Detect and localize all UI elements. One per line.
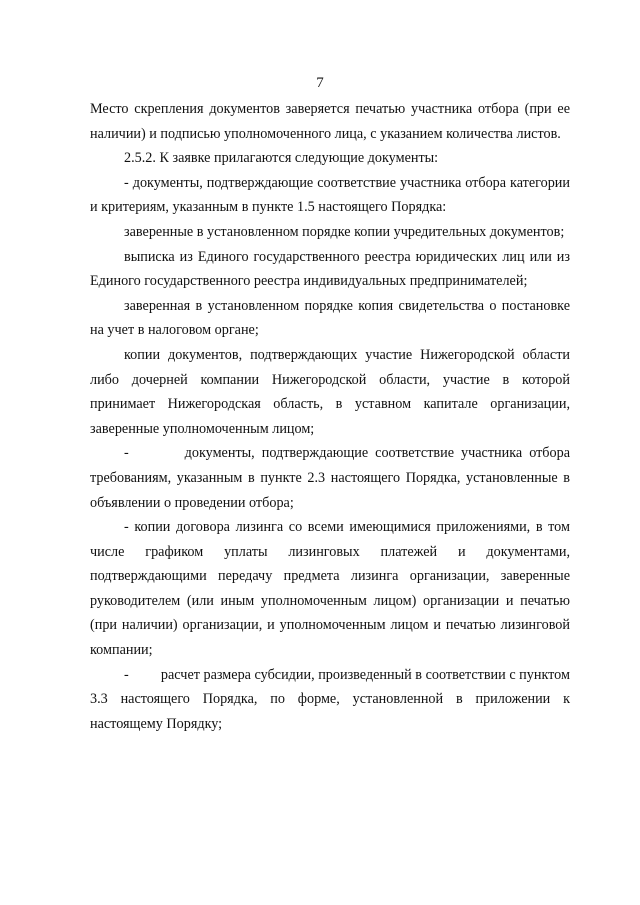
- paragraph-documents-category: - документы, подтверждающие соответствие участника отбора категории и критериям, указанным в пункте 1.5 настоящего Порядка:: [90, 174, 570, 216]
- page-number: 7: [316, 75, 324, 91]
- paragraph-tax-certificate: заверенная в установленном порядке копия свидетельства о постановке на учет в налоговом органе;: [90, 297, 570, 339]
- document-body: [90, 97, 570, 736]
- paragraph-seal-note: Место скрепления документов заверяется печатью участника отбора (при ее наличии) и подписью уполномоченного лица, с указанием количества листов.: [90, 101, 570, 142]
- paragraph-register-extract: выписка из Единого государственного реестра юридических лиц или из Единого государственного реестра индивидуальных предпринимателей;: [90, 248, 570, 290]
- paragraph-section-2-5-2: 2.5.2. К заявке прилагаются следующие документы:: [124, 150, 439, 167]
- paragraph-charter-copies: заверенные в установленном порядке копии учредительных документов;: [124, 223, 565, 240]
- paragraph-region-participation: копии документов, подтверждающих участие Нижегородской области либо дочерней компании Нижегородской области, участие в которой принимает Нижегородская область, в уставном капитале организации, заверенные уполномоченным лицом;: [90, 346, 570, 437]
- paragraph-leasing-contract: - копии договора лизинга со всеми имеющимися приложениями, в том числе графиком уплаты лизинговых платежей и документами, подтверждающими передачу предмета лизинга организации, заверенные руководителем (или иным уполномоченным лицом) организации и печатью (при наличии) организации, и уполномоченным лицом и печатью лизинговой компании;: [90, 519, 570, 659]
- paragraph-subsidy-calculation: - расчет размера субсидии, произведенный в соответствии с пунктом 3.3 настоящего Порядка, по форме, установленной в приложении к настоящему Порядку;: [90, 666, 570, 732]
- paragraph-requirements-documents: - документы, подтверждающие соответствие участника отбора требованиям, указанным в пункте 2.3 настоящего Порядка, установленные в объявлении о проведении отбора;: [90, 445, 570, 511]
